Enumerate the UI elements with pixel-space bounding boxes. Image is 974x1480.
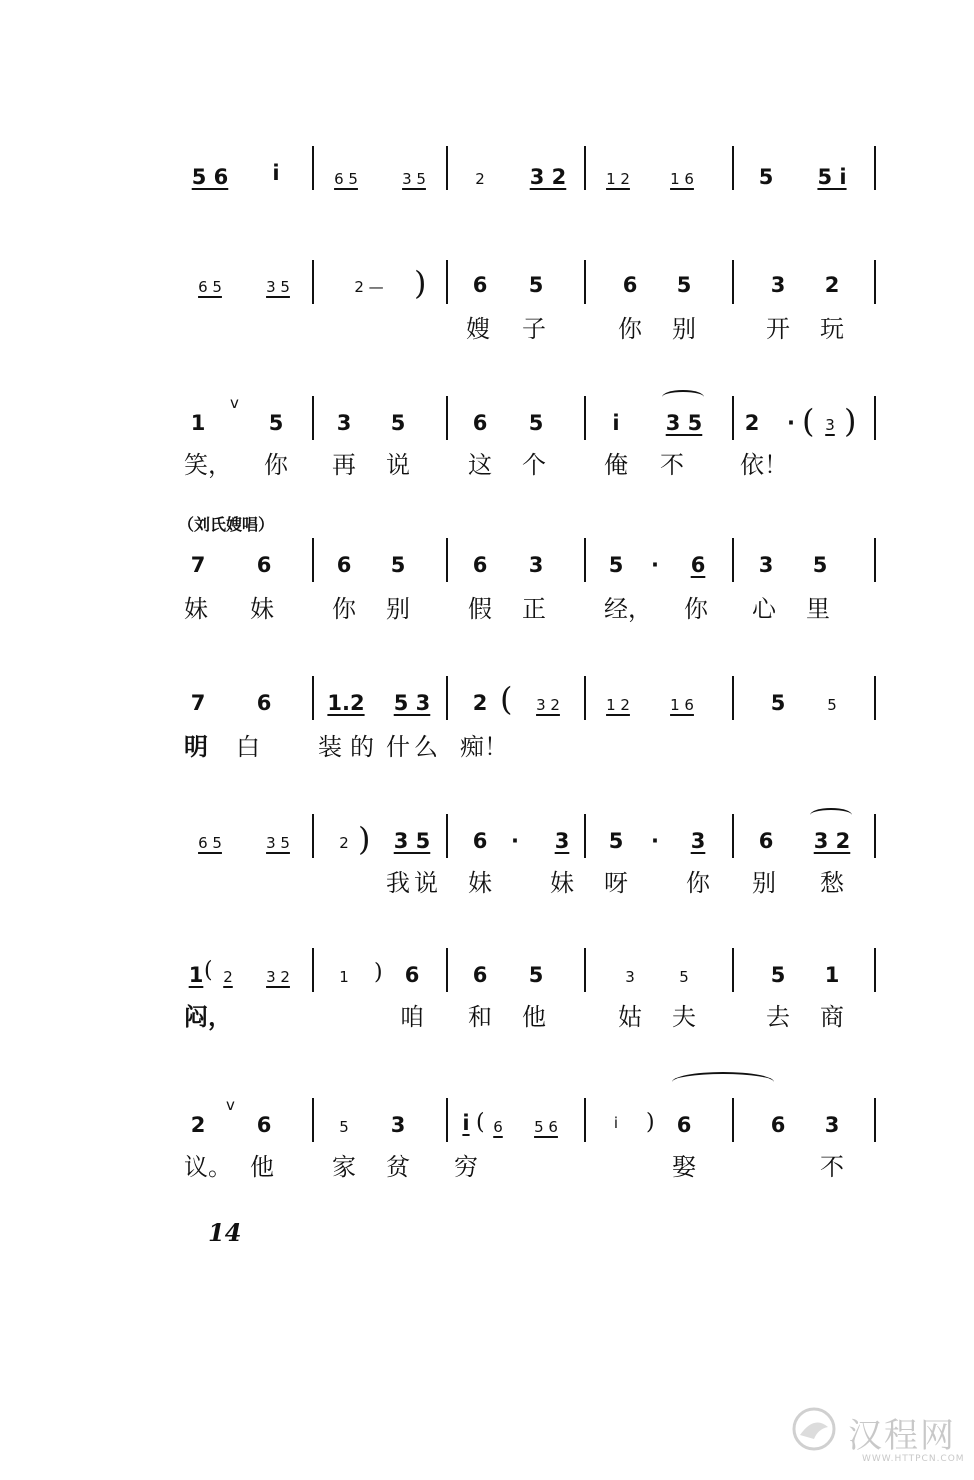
- lyric: 咱: [400, 1003, 424, 1031]
- close-paren: ): [358, 820, 371, 858]
- note: 2: [190, 1113, 206, 1137]
- lyric: 他: [250, 1153, 274, 1181]
- barline: [312, 814, 314, 858]
- note: i: [272, 161, 280, 185]
- note: 6: [256, 553, 272, 577]
- dot: ·: [511, 829, 519, 853]
- barline: [874, 814, 876, 858]
- note: 5: [528, 273, 544, 297]
- note-group: 3 5: [402, 170, 426, 188]
- note: 5: [770, 963, 786, 987]
- barline: [312, 676, 314, 720]
- lyric: 你: [686, 869, 710, 897]
- lyric: 的: [350, 733, 374, 761]
- barline: [584, 1098, 586, 1142]
- lyric: 穷: [454, 1153, 478, 1181]
- note-group: 6 5: [334, 170, 358, 188]
- barline: [584, 538, 586, 582]
- note: 2: [744, 411, 760, 435]
- note: 6: [770, 1113, 786, 1137]
- open-paren: (: [802, 402, 815, 440]
- lyric: 家: [332, 1153, 356, 1181]
- note: 5: [770, 691, 786, 715]
- lyric: 妹: [550, 869, 574, 897]
- note: 2: [475, 170, 485, 188]
- note: 6: [472, 829, 488, 853]
- note: 6: [472, 273, 488, 297]
- lyric: 个: [522, 451, 546, 479]
- lyric: 你: [264, 451, 288, 479]
- lyric: 你: [332, 595, 356, 623]
- note: 6: [472, 411, 488, 435]
- lyric: 我: [386, 869, 410, 897]
- lyric: 笑，: [184, 451, 232, 479]
- note: 5: [268, 411, 284, 435]
- slur: [672, 1072, 774, 1092]
- lyric: 姑: [618, 1003, 642, 1031]
- note: 2: [472, 691, 488, 715]
- note: 1: [339, 968, 349, 986]
- crane-logo-icon: [790, 1405, 838, 1453]
- note: 2: [339, 834, 349, 852]
- barline: [312, 948, 314, 992]
- lyric: 依！: [740, 451, 788, 479]
- barline: [874, 260, 876, 304]
- lyric: 再: [332, 451, 356, 479]
- lyric: 妹: [184, 595, 208, 623]
- barline: [732, 1098, 734, 1142]
- slur: [810, 808, 852, 822]
- note-group: 3 5: [266, 278, 290, 296]
- lyric: 子: [522, 315, 546, 343]
- note-group: 3 2: [529, 165, 567, 189]
- note: 6: [472, 553, 488, 577]
- watermark-url: WWW.HTTPCN.COM: [862, 1454, 965, 1464]
- note: 5: [812, 553, 828, 577]
- note: 2: [824, 273, 840, 297]
- lyric: 俺: [604, 451, 628, 479]
- note: 6: [676, 1113, 692, 1137]
- slur: [662, 390, 704, 404]
- barline: [732, 814, 734, 858]
- note: 6: [493, 1118, 503, 1136]
- barline: [732, 538, 734, 582]
- note-group: 6 5: [198, 834, 222, 852]
- barline: [446, 260, 448, 304]
- note: 7: [190, 553, 206, 577]
- barline: [874, 1098, 876, 1142]
- barline: [312, 538, 314, 582]
- note: 2: [223, 968, 233, 986]
- lyric: 妹: [250, 595, 274, 623]
- note: 3: [824, 1113, 840, 1137]
- lyric: 玩: [820, 315, 844, 343]
- lyric: 妹: [468, 869, 492, 897]
- close-paren: ): [844, 402, 857, 440]
- barline: [446, 146, 448, 190]
- note: 5: [827, 696, 837, 714]
- note: 5: [339, 1118, 349, 1136]
- lyric: 去: [766, 1003, 790, 1031]
- lyric: 夫: [672, 1003, 696, 1031]
- breath-mark: v: [230, 394, 239, 412]
- open-paren: (: [476, 1110, 485, 1135]
- lyric: 痴！: [460, 733, 508, 761]
- note-group: 3 2: [266, 968, 290, 986]
- barline: [446, 1098, 448, 1142]
- lyric: 装: [318, 733, 342, 761]
- barline: [312, 260, 314, 304]
- lyric: 什: [386, 733, 410, 761]
- note-group: 5 i: [817, 165, 847, 189]
- close-paren: ): [414, 264, 427, 302]
- note: 6: [256, 1113, 272, 1137]
- lyric: 说: [414, 869, 438, 897]
- note: 3: [554, 829, 570, 853]
- note: i: [462, 1111, 470, 1135]
- lyric: 别: [386, 595, 410, 623]
- lyric: 议。: [184, 1153, 232, 1181]
- barline: [446, 676, 448, 720]
- note: 3: [825, 416, 835, 434]
- barline: [446, 814, 448, 858]
- lyric: 商: [820, 1003, 844, 1031]
- note: i: [613, 1114, 619, 1132]
- lyric: 经，: [604, 595, 652, 623]
- lyric: 心: [752, 595, 776, 623]
- lyric: 他: [522, 1003, 546, 1031]
- note: 5: [528, 963, 544, 987]
- note: 5: [758, 165, 774, 189]
- note: 5: [676, 273, 692, 297]
- note: 3: [528, 553, 544, 577]
- note-group: 3 5: [665, 411, 703, 435]
- note-group: 3 2: [813, 829, 851, 853]
- note-group: 3 5: [266, 834, 290, 852]
- note: 6: [758, 829, 774, 853]
- dot: ·: [651, 553, 659, 577]
- note-group: 1.2: [327, 691, 365, 715]
- note: 5: [608, 829, 624, 853]
- close-paren: ): [646, 1110, 655, 1135]
- note: 3: [758, 553, 774, 577]
- note-group: 3 5: [393, 829, 431, 853]
- lyric: 里: [806, 595, 830, 623]
- barline: [732, 676, 734, 720]
- barline: [732, 260, 734, 304]
- barline: [732, 948, 734, 992]
- note-group: 1 6: [670, 170, 694, 188]
- lyric: 别: [672, 315, 696, 343]
- barline: [732, 396, 734, 440]
- barline: [874, 538, 876, 582]
- note: 7: [190, 691, 206, 715]
- barline: [446, 948, 448, 992]
- note: 1: [188, 963, 204, 987]
- barline: [312, 396, 314, 440]
- note: 6: [472, 963, 488, 987]
- note-group: 2 —: [354, 278, 384, 296]
- note-group: 5 3: [393, 691, 431, 715]
- barline: [584, 396, 586, 440]
- lyric: 不: [820, 1153, 844, 1181]
- watermark-text: 汉程网: [848, 1416, 956, 1456]
- note: 6: [336, 553, 352, 577]
- lyric: 和: [468, 1003, 492, 1031]
- lyric: 你: [684, 595, 708, 623]
- page-number: 14: [208, 1218, 242, 1247]
- note: 1: [824, 963, 840, 987]
- note-group: 1 2: [606, 696, 630, 714]
- breath-mark: v: [226, 1096, 235, 1114]
- barline: [874, 146, 876, 190]
- lyric: 你: [618, 315, 642, 343]
- barline: [446, 538, 448, 582]
- note-group: 5 6: [534, 1118, 558, 1136]
- note: 3: [625, 968, 635, 986]
- barline: [732, 146, 734, 190]
- barline: [874, 396, 876, 440]
- lyric: 闷，: [184, 1002, 232, 1031]
- lyric: 这: [468, 451, 492, 479]
- close-paren: ): [374, 960, 383, 985]
- barline: [874, 948, 876, 992]
- note: 1: [190, 411, 206, 435]
- lyric: 么: [414, 733, 438, 761]
- barline: [584, 146, 586, 190]
- note: 3: [336, 411, 352, 435]
- note-group: 3 2: [536, 696, 560, 714]
- note: 6: [256, 691, 272, 715]
- barline: [312, 1098, 314, 1142]
- lyric: 开: [766, 315, 790, 343]
- barline: [584, 948, 586, 992]
- open-paren: (: [204, 958, 213, 983]
- lyric: 贫: [386, 1153, 410, 1181]
- lyric: 别: [752, 869, 776, 897]
- note-group: 5 6: [191, 165, 229, 189]
- note: 5: [390, 411, 406, 435]
- dot: ·: [651, 829, 659, 853]
- note-group: 1 2: [606, 170, 630, 188]
- barline: [584, 814, 586, 858]
- note: 3: [390, 1113, 406, 1137]
- open-paren: (: [500, 680, 513, 718]
- barline: [446, 396, 448, 440]
- note: i: [612, 411, 620, 435]
- note: 6: [404, 963, 420, 987]
- lyric: 愁: [820, 869, 844, 897]
- barline: [312, 146, 314, 190]
- note: 3: [770, 273, 786, 297]
- note: 5: [528, 411, 544, 435]
- note-group: 1 6: [670, 696, 694, 714]
- lyric: 明: [184, 732, 208, 761]
- lyric: 娶: [672, 1153, 696, 1181]
- lyric: 嫂: [466, 315, 490, 343]
- note: 6: [622, 273, 638, 297]
- barline: [584, 260, 586, 304]
- lyric: 呀: [604, 869, 628, 897]
- lyric: 正: [522, 595, 546, 623]
- lyric: 假: [468, 595, 492, 623]
- lyric: 不: [660, 451, 684, 479]
- note: 5: [608, 553, 624, 577]
- role-label: （刘氏嫂唱）: [178, 515, 275, 534]
- lyric: 白: [236, 733, 260, 761]
- barline: [874, 676, 876, 720]
- barline: [584, 676, 586, 720]
- note: 3: [690, 829, 706, 853]
- note: 5: [679, 968, 689, 986]
- lyric: 说: [386, 451, 410, 479]
- dot: ·: [787, 411, 795, 435]
- note: 6: [690, 553, 706, 577]
- note: 5: [390, 553, 406, 577]
- note-group: 6 5: [198, 278, 222, 296]
